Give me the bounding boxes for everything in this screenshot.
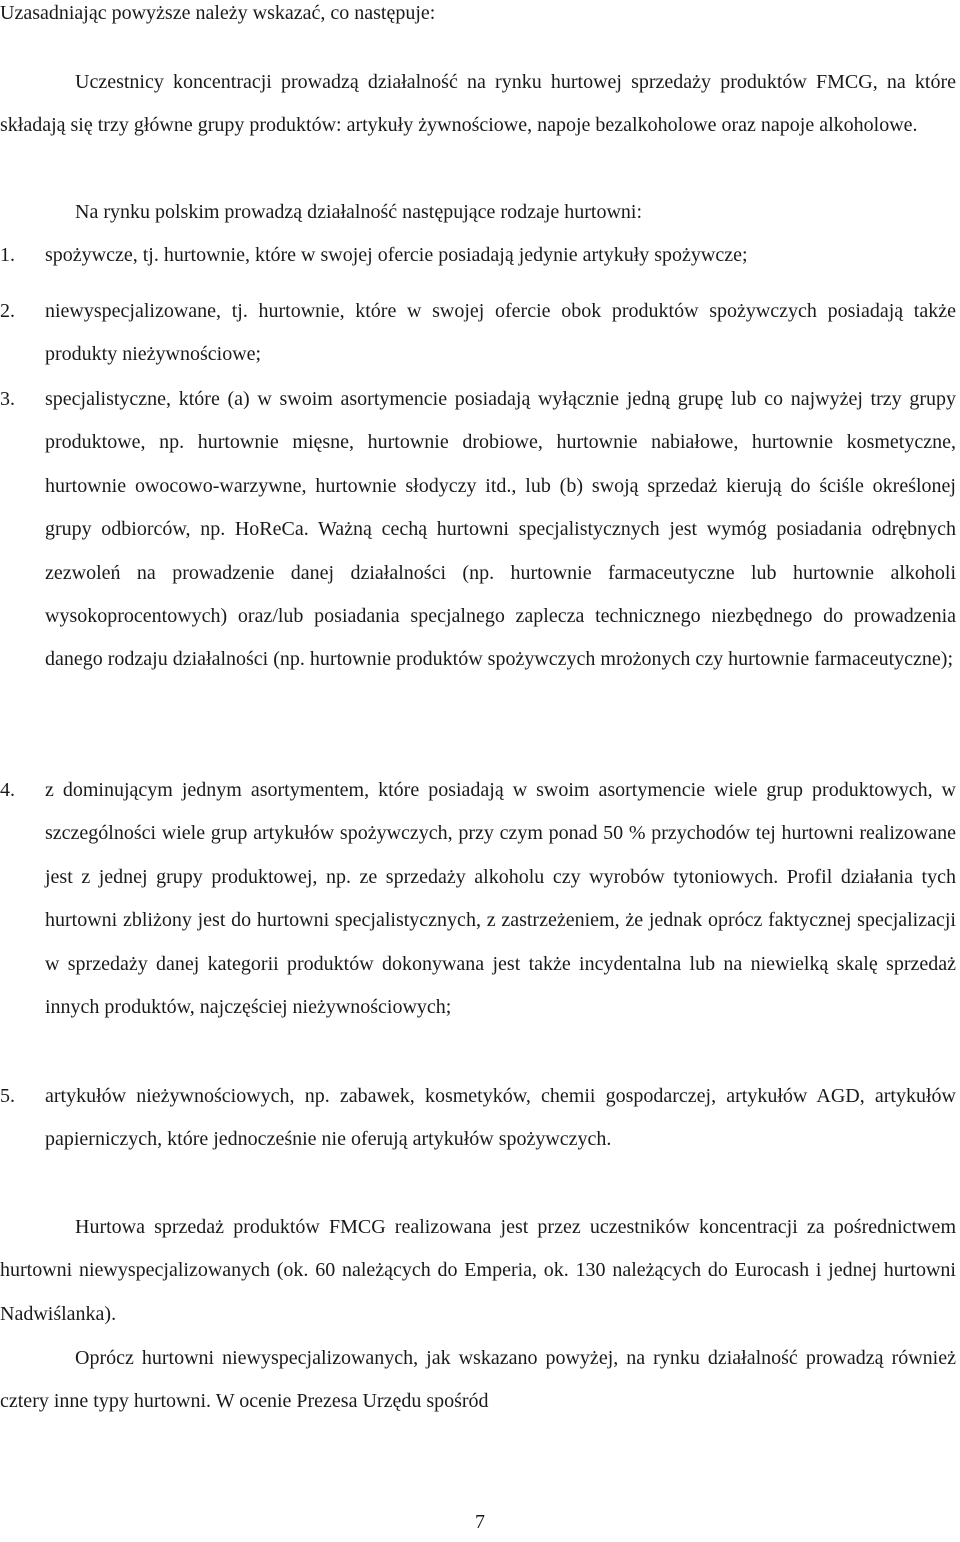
list-item-text: niewyspecjalizowane, tj. hurtownie, które w swojej ofercie obok produktów spożywczych posiadają także produkty nieżywnościowe; bbox=[45, 300, 956, 366]
list-item-number: 3. bbox=[0, 388, 15, 410]
wholesale-paragraph: Hurtowa sprzedaż produktów FMCG realizowana jest przez uczestników koncentracji za pośrednictwem hurtowni niewyspecjalizowanych (ok. 60 należących do Emperia, ok. 130 należących do Eurocash i jednej hurtowni Nadwiślanka). bbox=[0, 1216, 956, 1325]
other-wholesalers-paragraph: Oprócz hurtowni niewyspecjalizowanych, jak wskazano powyżej, na rynku działalność prowadzą również cztery inne typy hurtowni. W ocenie Prezesa Urzędu spośród bbox=[0, 1347, 956, 1413]
list-item-number: 2. bbox=[0, 300, 15, 322]
list-item bbox=[0, 290, 956, 377]
list-item bbox=[0, 234, 956, 277]
list-item-text: spożywcze, tj. hurtownie, które w swojej ofercie posiadają jedynie artykuły spożywcze; bbox=[45, 244, 748, 266]
list-item-text: artykułów nieżywnościowych, np. zabawek, kosmetyków, chemii gospodarczej, artykułów AGD, artykułów papierniczych, które jednocześnie nie oferują artykułów spożywczych. bbox=[45, 1085, 956, 1151]
list-item-text: z dominującym jednym asortymentem, które posiadają w swoim asortymencie wiele grup produktowych, w szczególności wiele grup artykułów spożywczych, przy czym ponad 50 % przychodów tej hurtowni realizowane jest z jednej grupy produktowej, np. ze sprzedaży alkoholu czy wyrobów tytoniowych. Profil działania tych hurtowni zbliżony jest do hurtowni specjalistycznych, z zastrzeżeniem, że jednak oprócz faktycznej specjalizacji w sprzedaży danej kategorii produktów dokonywana jest także incydentalna lub na niewielką skalę sprzedaż innych produktów, najczęściej nieżywnościowych; bbox=[45, 779, 956, 1019]
list-item-text: specjalistyczne, które (a) w swoim asortymencie posiadają wyłącznie jedną grupę lub co najwyżej trzy grupy produktowe, np. hurtownie mięsne, hurtownie drobiowe, hurtownie nabiałowe, hurtownie kosmetyczne, hurtownie owocowo-warzywne, hurtownie słodyczy itd., lub (b) swoją sprzedaż kierują do ściśle określonej grupy odbiorców, np. HoReCa. Ważną cechą hurtowni specjalistycznych jest wymóg posiadania odrębnych zezwoleń na prowadzenie danej działalności (np. hurtownie farmaceutyczne lub hurtownie alkoholi wysokoprocentowych) oraz/lub posiadania specjalnego zaplecza technicznego niezbędnego do prowadzenia danego rodzaju działalności (np. hurtownie produktów spożywczych mrożonych czy hurtownie farmaceutyczne); bbox=[45, 388, 956, 671]
document-heading: Uzasadniając powyższe należy wskazać, co następuje: bbox=[0, 2, 436, 24]
page-number: 7 bbox=[475, 1511, 485, 1533]
types-intro-paragraph: Na rynku polskim prowadzą działalność następujące rodzaje hurtowni: bbox=[75, 201, 643, 223]
list-item bbox=[0, 769, 956, 1029]
list-item-number: 5. bbox=[0, 1085, 15, 1107]
list-item bbox=[0, 378, 956, 682]
list-item bbox=[0, 1075, 956, 1162]
list-item-number: 1. bbox=[0, 244, 15, 266]
list-item-number: 4. bbox=[0, 779, 15, 801]
intro-paragraph: Uczestnicy koncentracji prowadzą działalność na rynku hurtowej sprzedaży produktów FMCG, na które składają się trzy główne grupy produktów: artykuły żywnościowe, napoje bezalkoholowe oraz napoje alkoholowe. bbox=[0, 71, 956, 137]
